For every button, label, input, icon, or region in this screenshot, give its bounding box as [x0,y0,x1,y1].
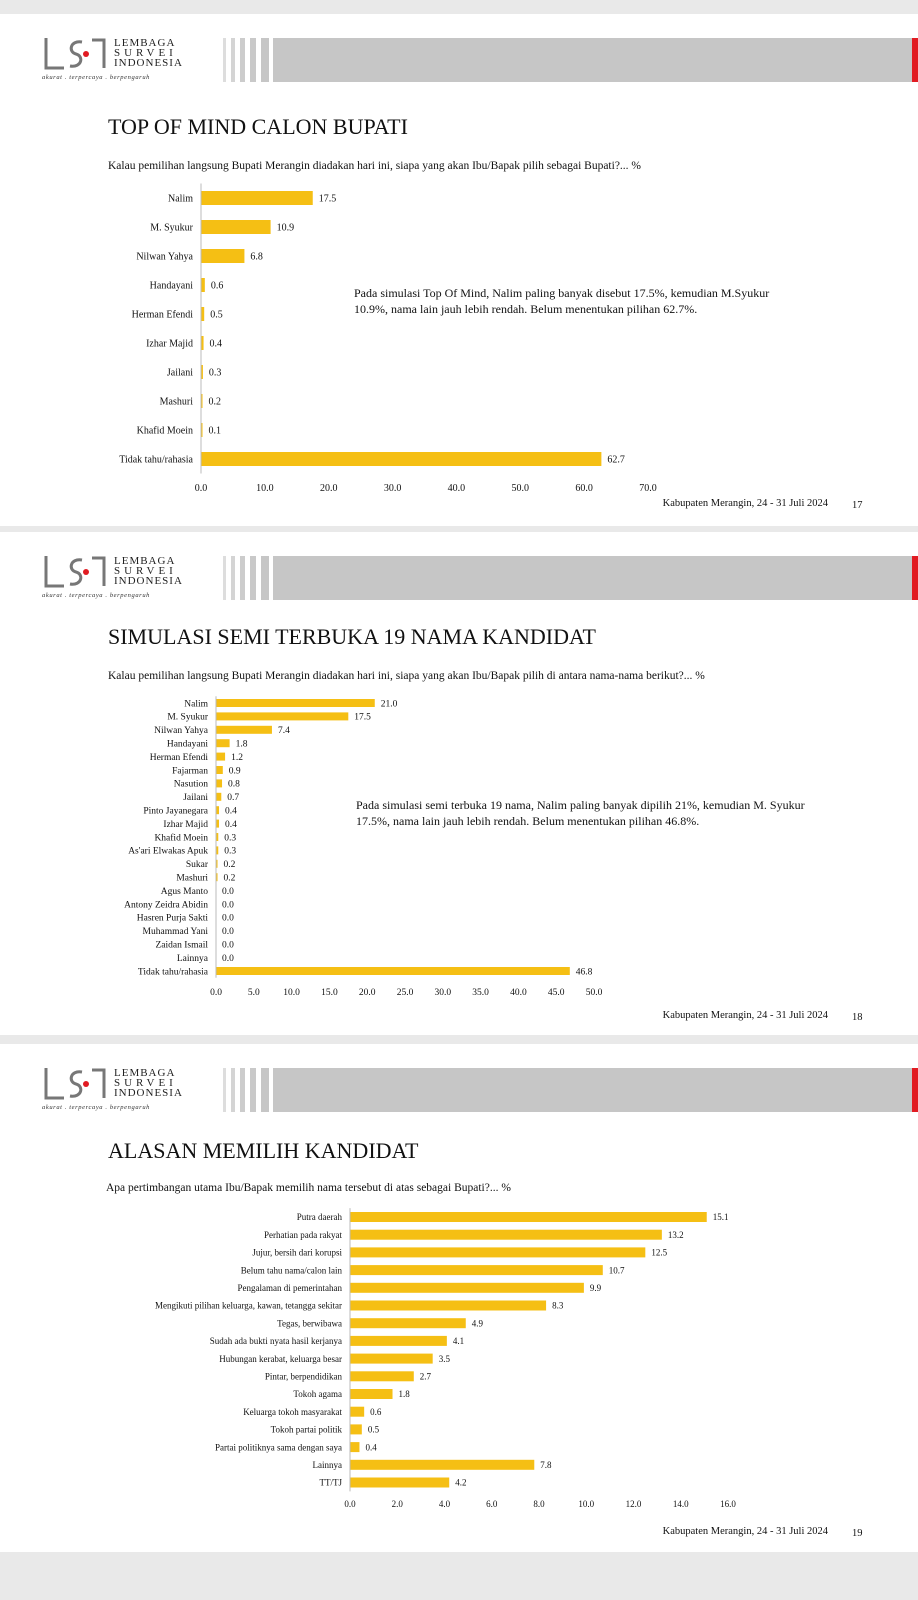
data-label: 0.0 [222,886,234,897]
bar [350,1283,584,1293]
x-tick-label: 35.0 [472,988,489,998]
survey-question: Apa pertimbangan utama Ibu/Bapak memilih nama tersebut di atas sebagai Bupati?... % [106,1182,511,1194]
x-tick-label: 0.0 [210,988,222,998]
data-label: 0.5 [210,309,223,321]
category-label: Mashuri [159,396,193,408]
data-label: 0.1 [208,425,221,437]
category-label: Perhatian pada rakyat [264,1229,342,1240]
page-title: ALASAN MEMILIH KANDIDAT [108,1138,419,1163]
logo-wordmark: LEMBAGA SURVEI INDONESIA [114,37,183,69]
category-label: Lainnya [176,953,208,964]
category-label: Mengikuti pilihan keluarga, kawan, tetangga sekitar [154,1300,342,1311]
category-label: M. Syukur [150,222,193,234]
bar [216,779,222,787]
category-label: Nalim [184,699,208,710]
data-label: 17.5 [318,193,337,205]
data-label: 0.3 [224,846,237,857]
data-label: 0.0 [222,940,234,951]
data-label: 0.9 [228,766,241,777]
data-label: 0.0 [222,927,234,938]
x-tick-label: 50.0 [511,483,530,494]
category-label: Muhammad Yani [142,927,208,938]
survey-question: Kalau pemilihan langsung Bupati Merangin diadakan hari ini, siapa yang akan Ibu/Bapak pilih sebagai Bupati?... % [108,160,642,172]
tagline: akurat . terpercaya . berpengaruh [42,592,151,599]
data-label: 1.2 [231,752,243,763]
data-label: 17.5 [354,712,371,723]
category-label: Pintar, berpendidikan [264,1371,342,1382]
logo-wordmark: LEMBAGA SURVEI INDONESIA [114,1067,183,1099]
x-tick-label: 12.0 [625,1499,642,1509]
logo-wordmark: LEMBAGA SURVEI INDONESIA [114,555,183,587]
bar [201,249,244,263]
category-label: Jujur, bersih dari korupsi [252,1247,342,1258]
category-label: Tegas, berwibawa [277,1318,342,1329]
page-number: 19 [852,1528,863,1539]
bar [350,1424,362,1434]
category-label: Keluarga tokoh masyarakat [243,1406,342,1417]
slide-semi-terbuka [0,532,918,1035]
x-tick-label: 30.0 [383,483,402,494]
x-tick-label: 40.0 [510,988,527,998]
data-label: 7.8 [540,1459,552,1470]
survey-question: Kalau pemilihan langsung Bupati Merangin diadakan hari ini, siapa yang akan Ibu/Bapak pilih di antara nama-nama berikut?... % [108,670,705,682]
x-tick-label: 50.0 [585,988,603,998]
bar [216,739,230,747]
category-label: Tidak tahu/rahasia [119,454,193,466]
category-label: Nalim [168,193,193,205]
category-label: M. Syukur [167,712,208,723]
bar [350,1336,447,1346]
bar [216,712,348,720]
data-label: 13.2 [667,1229,684,1240]
category-label: Nilwan Yahya [136,251,193,263]
data-label: 0.6 [210,280,224,292]
category-label: Herman Efendi [149,752,208,763]
bar [350,1389,393,1399]
bar [216,753,225,761]
category-label: Herman Efendi [131,309,193,321]
data-label: 46.8 [575,967,593,978]
bar [216,726,272,734]
data-label: 0.2 [208,396,221,408]
data-label: 0.7 [227,793,240,804]
data-label: 0.3 [224,833,237,844]
x-tick-label: 10.0 [256,483,274,494]
category-label: Sukar [185,860,208,871]
data-label: 9.9 [589,1282,602,1293]
bar [201,220,271,234]
bar [201,278,205,292]
x-tick-label: 0.0 [344,1499,356,1509]
x-tick-label: 45.0 [547,988,565,998]
category-label: Handayani [149,280,193,292]
bar [350,1442,359,1452]
data-label: 0.0 [222,953,234,964]
data-label: 0.2 [223,873,236,884]
data-label: 0.8 [228,779,240,790]
data-label: 8.3 [552,1300,564,1311]
page-title: TOP OF MIND CALON BUPATI [108,114,408,139]
footer-location-date: Kabupaten Merangin, 24 - 31 Juli 2024 [662,1526,828,1537]
x-tick-label: 0.0 [194,483,208,494]
category-label: Hasren Purja Sakti [136,913,208,924]
data-label: 4.1 [452,1336,465,1347]
data-label: 1.8 [398,1389,410,1400]
bar-chart-semi-terbuka [0,532,918,1035]
x-tick-label: 16.0 [720,1499,736,1509]
bar [350,1212,707,1222]
category-label: Zaidan Ismail [155,940,208,951]
summary-note: Pada simulasi Top Of Mind, Nalim paling banyak disebut 17.5%, kemudian M.Syukur 10.9%, nama lain jauh lebih rendah. Belum menentukan pilihan 62.7%. [354,286,770,316]
tagline: akurat . terpercaya . berpengaruh [42,1104,151,1111]
x-tick-label: 6.0 [486,1499,498,1509]
page-number: 17 [852,500,863,511]
data-label: 2.7 [419,1371,432,1382]
bar-chart-top-of-mind [0,14,918,526]
category-label: Mashuri [176,873,208,884]
category-label: Partai politiknya sama dengan saya [215,1442,342,1453]
data-label: 0.5 [367,1424,380,1435]
category-label: Nasution [173,779,208,790]
x-tick-label: 30.0 [434,988,452,998]
bar [216,793,221,801]
category-label: Sudah ada bukti nyata hasil kerjanya [209,1336,342,1347]
bar [350,1318,466,1328]
bar [201,452,601,466]
data-label: 4.2 [455,1477,467,1488]
category-label: Pinto Jayanegara [143,806,208,817]
bar [350,1354,433,1364]
category-label: Jailani [183,793,208,804]
category-label: Khafid Moein [136,425,193,437]
x-tick-label: 2.0 [391,1499,403,1509]
data-label: 62.7 [607,454,625,466]
bar [350,1407,364,1417]
page-number: 18 [852,1012,863,1023]
category-label: Tidak tahu/rahasia [137,967,208,978]
bar [350,1478,449,1488]
data-label: 6.8 [250,251,263,263]
x-tick-label: 4.0 [438,1499,451,1509]
category-label: Fajarman [172,766,208,777]
category-label: Nilwan Yahya [154,726,208,737]
category-label: Putra daerah [296,1212,342,1223]
category-label: Tokoh agama [293,1389,342,1400]
x-tick-label: 14.0 [672,1499,689,1509]
x-tick-label: 5.0 [247,988,260,998]
category-label: Tokoh partai politik [270,1424,342,1435]
data-label: 0.4 [225,819,237,830]
page-title: SIMULASI SEMI TERBUKA 19 NAMA KANDIDAT [108,624,596,649]
category-label: Handayani [166,739,208,750]
data-label: 10.7 [608,1265,625,1276]
bar [216,699,375,707]
data-label: 0.2 [223,860,236,871]
data-label: 0.4 [209,338,223,350]
x-tick-label: 20.0 [358,988,376,998]
tagline: akurat . terpercaya . berpengaruh [42,74,151,81]
x-tick-label: 8.0 [533,1499,545,1509]
bar [201,191,313,205]
bar [350,1230,662,1240]
category-label: Khafid Moein [154,833,208,844]
category-label: Hubungan kerabat, keluarga besar [219,1353,342,1364]
x-tick-label: 10.0 [283,988,300,998]
bar [350,1265,603,1275]
category-label: Pengalaman di pemerintahan [237,1282,342,1293]
x-tick-label: 20.0 [319,483,338,494]
category-label: Antony Zeidra Abidin [124,900,208,911]
footer-location-date: Kabupaten Merangin, 24 - 31 Juli 2024 [662,498,828,509]
bar [216,967,570,975]
footer-location-date: Kabupaten Merangin, 24 - 31 Juli 2024 [662,1010,828,1021]
slide-alasan-memilih [0,1044,918,1552]
category-label: Belum tahu nama/calon lain [240,1265,342,1276]
category-label: Jailani [166,367,193,379]
data-label: 0.4 [225,806,237,817]
x-tick-label: 70.0 [639,483,657,494]
category-label: As'ari Elwakas Apuk [128,846,208,857]
data-label: 0.3 [208,367,222,379]
data-label: 21.0 [380,699,398,710]
data-label: 0.0 [222,913,234,924]
bar [350,1371,414,1381]
bar [350,1460,534,1470]
bar [350,1247,645,1257]
x-tick-label: 15.0 [321,988,338,998]
category-label: Lainnya [312,1459,342,1470]
slide-top-of-mind [0,14,918,526]
category-label: TT/TJ [319,1477,342,1488]
data-label: 12.5 [651,1247,668,1258]
data-label: 7.4 [277,726,290,737]
data-label: 10.9 [276,222,295,234]
data-label: 1.8 [235,739,248,750]
data-label: 4.9 [471,1318,484,1329]
data-label: 3.5 [438,1353,450,1364]
category-label: Izhar Majid [146,338,193,350]
category-label: Agus Manto [160,886,208,897]
data-label: 0.4 [365,1442,377,1453]
data-label: 0.6 [370,1406,382,1417]
x-tick-label: 40.0 [447,483,466,494]
bar [216,766,223,774]
x-tick-label: 10.0 [578,1499,595,1509]
bar-chart-alasan [0,1044,918,1552]
bar [350,1301,546,1311]
data-label: 0.0 [222,900,234,911]
category-label: Izhar Majid [163,819,208,830]
x-tick-label: 60.0 [575,483,593,494]
x-tick-label: 25.0 [396,988,414,998]
summary-note: Pada simulasi semi terbuka 19 nama, Nalim paling banyak dipilih 21%, kemudian M. Syukur 17.5%, nama lain jauh lebih rendah. Belum menentukan pilihan 46.8%. [356,798,805,828]
data-label: 15.1 [712,1212,729,1223]
